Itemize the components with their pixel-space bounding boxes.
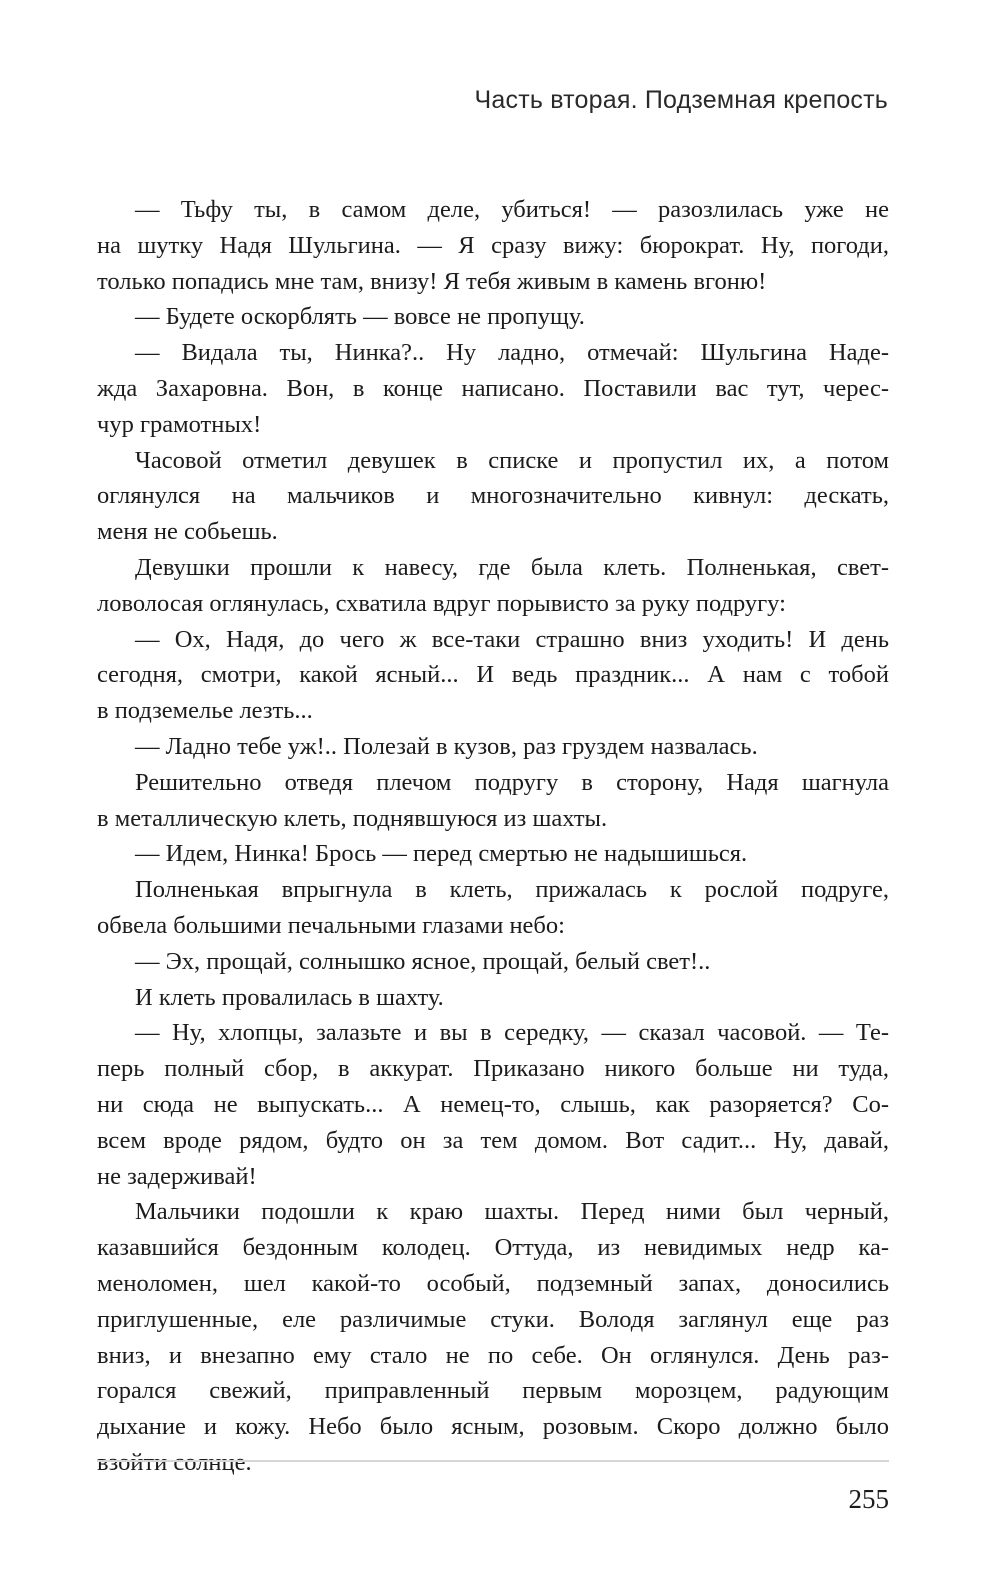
text-line: вниз, и внезапно ему стало не по себе. Он оглянулся. День раз- xyxy=(97,1341,889,1369)
text-line: — Идем, Нинка! Брось — перед смертью не надышишься. xyxy=(135,840,748,868)
text-line: не задерживай! xyxy=(97,1162,257,1190)
text-line: — Тьфу ты, в самом деле, убиться! — разозлилась уже не xyxy=(135,196,889,223)
running-header: Часть вторая. Подземная крепость xyxy=(474,86,888,114)
text-line: взойти солнце. xyxy=(97,1448,252,1476)
text-line: — Ну, хлопцы, залазьте и вы в середку, — сказал часовой. — Те- xyxy=(135,1019,889,1047)
text-line: ловолосая оглянулась, схватила вдруг порывисто за руку подругу: xyxy=(97,589,786,617)
text-line: жда Захаровна. Вон, в конце написано. Поставили вас тут, черес- xyxy=(97,374,889,402)
text-line: приглушенные, еле различимые стуки. Володя заглянул еще раз xyxy=(97,1305,889,1333)
text-line: — Эх, прощай, солнышко ясное, прощай, белый свет!.. xyxy=(135,947,711,975)
text-line: на шутку Надя Шульгина. — Я сразу вижу: бюрократ. Ну, погоди, xyxy=(97,231,889,259)
footer-divider xyxy=(97,1460,889,1462)
text-line: меноломен, шел какой-то особый, подземный запах, доносились xyxy=(97,1269,889,1297)
text-line: в металлическую клеть, поднявшуюся из шахты. xyxy=(97,804,608,832)
text-line: казавшийся бездонным колодец. Оттуда, из невидимых недр ка- xyxy=(97,1234,889,1262)
text-line: Полненькая впрыгнула в клеть, прижалась к рослой подруге, xyxy=(135,876,889,904)
text-line: ни сюда не выпускать... А немец-то, слышь, как разоряется? Со- xyxy=(97,1090,889,1118)
text-line: меня не собьешь. xyxy=(97,518,278,546)
text-line: сегодня, смотри, какой ясный... И ведь праздник... А нам с тобой xyxy=(97,661,889,689)
text-line: И клеть провалилась в шахту. xyxy=(135,983,444,1011)
page-number: 255 xyxy=(848,1484,889,1514)
text-line: обвела большими печальными глазами небо: xyxy=(97,911,565,939)
text-line: только попадись мне там, внизу! Я тебя живым в камень вгоню! xyxy=(97,267,767,295)
text-line: перь полный сбор, в аккурат. Приказано никого больше ни туда, xyxy=(97,1055,889,1083)
text-line: чур грамотных! xyxy=(97,410,262,438)
text-line: — Ох, Надя, до чего ж все-таки страшно вниз уходить! И день xyxy=(135,625,889,653)
text-line: Девушки прошли к навесу, где была клеть. Полненькая, свет- xyxy=(135,553,889,581)
text-line: Часовой отметил девушек в списке и пропустил их, а потом xyxy=(135,446,889,474)
text-line: — Будете оскорблять — вовсе не пропущу. xyxy=(135,303,585,331)
text-line: — Ладно тебе уж!.. Полезай в кузов, раз груздем назвалась. xyxy=(135,732,758,760)
text-line: всем вроде рядом, будто он за тем домом. Вот садит... Ну, давай, xyxy=(97,1126,889,1154)
text-line: Решительно отведя плечом подругу в сторону, Надя шагнула xyxy=(135,768,889,796)
text-line: дыхание и кожу. Небо было ясным, розовым. Скоро должно было xyxy=(97,1413,889,1441)
text-line: оглянулся на мальчиков и многозначительно кивнул: дескать, xyxy=(97,482,889,510)
body-text xyxy=(97,192,889,1481)
text-line: Мальчики подошли к краю шахты. Перед ними был черный, xyxy=(135,1198,889,1226)
text-line: горался свежий, приправленный первым морозцем, радующим xyxy=(97,1377,889,1405)
text-line: в подземелье лезть... xyxy=(97,697,313,725)
text-line: — Видала ты, Нинка?.. Ну ладно, отмечай: Шульгина Наде- xyxy=(135,339,889,367)
